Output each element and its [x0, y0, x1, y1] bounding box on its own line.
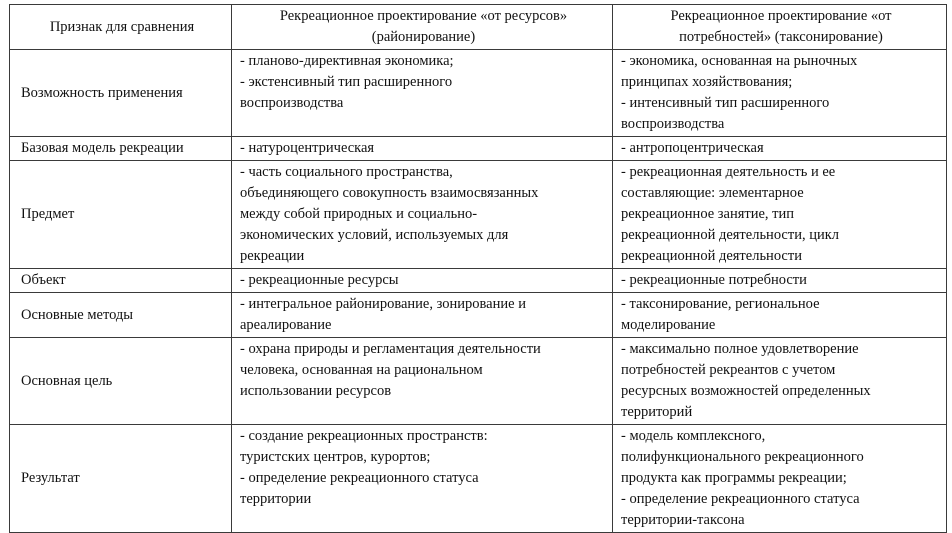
resource-cell: - создание рекреационных пространств: туристских центров, курортов; - определение рекреационного статуса территории — [232, 425, 613, 533]
needs-cell: - таксонирование, региональное моделирование — [613, 293, 947, 338]
needs-cell: - рекреационные потребности — [613, 269, 947, 293]
header-criterion: Признак для сравнения — [10, 5, 232, 50]
row-label: Основная цель — [10, 338, 232, 425]
comparison-table — [9, 4, 947, 533]
table-row — [10, 293, 947, 338]
row-label: Базовая модель рекреации — [10, 137, 232, 161]
table-row — [10, 137, 947, 161]
table-row — [10, 425, 947, 533]
row-label: Предмет — [10, 161, 232, 269]
row-label: Результат — [10, 425, 232, 533]
resource-cell: - интегральное районирование, зонирование и ареалирование — [232, 293, 613, 338]
table-row — [10, 161, 947, 269]
header-resource-approach: Рекреационное проектирование «от ресурсов» (районирование) — [232, 5, 613, 50]
row-label: Объект — [10, 269, 232, 293]
needs-cell: - антропоцентрическая — [613, 137, 947, 161]
row-label: Возможность применения — [10, 50, 232, 137]
table-row — [10, 50, 947, 137]
needs-cell: - рекреационная деятельность и ее составляющие: элементарное рекреационное занятие, тип рекреационной деятельности, цикл рекреационной деятельности — [613, 161, 947, 269]
needs-cell: - экономика, основанная на рыночных принципах хозяйствования; - интенсивный тип расширенного воспроизводства — [613, 50, 947, 137]
needs-cell: - максимально полное удовлетворение потребностей рекреантов с учетом ресурсных возможностей определенных территорий — [613, 338, 947, 425]
table-row — [10, 269, 947, 293]
table-row — [10, 338, 947, 425]
resource-cell: - натуроцентрическая — [232, 137, 613, 161]
resource-cell: - часть социального пространства, объединяющего совокупность взаимосвязанных между собой природных и социально- экономических условий, используемых для рекреации — [232, 161, 613, 269]
header-row — [10, 5, 947, 50]
resource-cell: - рекреационные ресурсы — [232, 269, 613, 293]
resource-cell: - охрана природы и регламентация деятельности человека, основанная на рациональном использовании ресурсов — [232, 338, 613, 425]
needs-cell: - модель комплексного, полифункционального рекреационного продукта как программы рекреации; - определение рекреационного статуса территории-таксона — [613, 425, 947, 533]
header-needs-approach: Рекреационное проектирование «от потребностей» (таксонирование) — [613, 5, 947, 50]
row-label: Основные методы — [10, 293, 232, 338]
resource-cell: - планово-директивная экономика; - экстенсивный тип расширенного воспроизводства — [232, 50, 613, 137]
